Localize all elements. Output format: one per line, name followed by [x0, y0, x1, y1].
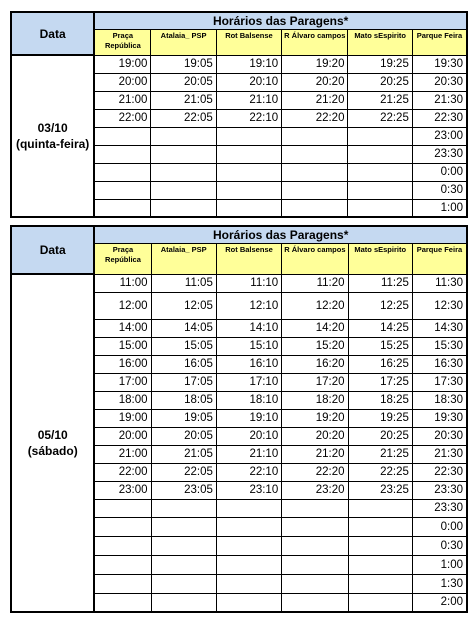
time-cell: [151, 517, 216, 536]
time-cell: 20:00: [94, 427, 151, 445]
date-cell: [11, 55, 94, 217]
date-label: 05/10: [37, 428, 68, 442]
time-cell: 19:25: [348, 409, 412, 427]
time-cell: 17:00: [94, 373, 151, 391]
time-cell: 21:10: [216, 91, 281, 109]
time-cell: 0:00: [412, 517, 467, 536]
time-cell: 15:30: [412, 337, 467, 355]
time-cell: 11:00: [94, 274, 151, 292]
time-cell: [282, 127, 348, 145]
time-cell: [282, 199, 348, 217]
time-cell: 22:10: [216, 109, 281, 127]
time-cell: 15:00: [94, 337, 151, 355]
time-cell: [216, 593, 281, 612]
time-cell: [151, 127, 216, 145]
time-cell: 21:25: [348, 445, 412, 463]
time-cell: [94, 555, 151, 574]
stop-header: Parque Feira: [412, 29, 467, 55]
stop-header: R Álvaro campos: [282, 243, 348, 274]
time-cell: 12:05: [151, 292, 216, 319]
time-cell: 11:05: [151, 274, 216, 292]
time-cell: [151, 145, 216, 163]
time-cell: 15:05: [151, 337, 216, 355]
time-cell: 22:25: [348, 463, 412, 481]
time-cell: [151, 536, 216, 555]
time-cell: 11:20: [282, 274, 348, 292]
time-cell: 16:00: [94, 355, 151, 373]
time-cell: 2:00: [412, 593, 467, 612]
schedule-table-thursday: [10, 11, 468, 218]
date-label: 03/10: [37, 121, 68, 135]
time-cell: 12:10: [216, 292, 281, 319]
time-cell: 21:00: [94, 445, 151, 463]
data-column-header: Data: [11, 226, 94, 274]
data-column-header: Data: [11, 12, 94, 55]
time-cell: 22:30: [412, 109, 467, 127]
time-cell: [282, 145, 348, 163]
time-cell: [94, 574, 151, 593]
time-cell: 0:30: [412, 536, 467, 555]
time-cell: 23:10: [216, 481, 281, 499]
time-cell: 20:05: [151, 427, 216, 445]
time-cell: [282, 555, 348, 574]
time-cell: [151, 593, 216, 612]
time-cell: 18:10: [216, 391, 281, 409]
time-cell: 21:00: [94, 91, 151, 109]
time-cell: [282, 499, 348, 517]
time-cell: 22:20: [282, 463, 348, 481]
time-cell: 12:30: [412, 292, 467, 319]
time-cell: [151, 181, 216, 199]
time-cell: 15:10: [216, 337, 281, 355]
time-cell: [282, 574, 348, 593]
schedule-title: Horários das Paragens*: [94, 226, 467, 243]
time-cell: [94, 536, 151, 555]
time-cell: 17:30: [412, 373, 467, 391]
time-cell: 22:20: [282, 109, 348, 127]
time-cell: 18:25: [348, 391, 412, 409]
time-cell: 23:00: [412, 127, 467, 145]
time-cell: 23:30: [412, 499, 467, 517]
time-cell: [216, 517, 281, 536]
stop-header: Mato sEspirito: [348, 29, 412, 55]
time-cell: 22:30: [412, 463, 467, 481]
time-cell: 19:20: [282, 409, 348, 427]
time-cell: 19:30: [412, 55, 467, 73]
weekday-label: (quinta-feira): [15, 137, 90, 151]
time-cell: 19:10: [216, 55, 281, 73]
time-cell: 1:30: [412, 574, 467, 593]
time-cell: 14:00: [94, 319, 151, 337]
time-cell: 16:20: [282, 355, 348, 373]
time-cell: 23:05: [151, 481, 216, 499]
time-cell: 19:25: [348, 55, 412, 73]
time-cell: [151, 499, 216, 517]
time-cell: 19:00: [94, 55, 151, 73]
time-cell: [282, 517, 348, 536]
time-cell: [348, 536, 412, 555]
time-cell: 22:00: [94, 463, 151, 481]
time-cell: 23:30: [412, 481, 467, 499]
time-cell: [94, 127, 151, 145]
time-cell: [348, 199, 412, 217]
time-cell: 0:00: [412, 163, 467, 181]
time-cell: [216, 199, 281, 217]
time-cell: [348, 145, 412, 163]
time-cell: 1:00: [412, 555, 467, 574]
time-cell: [151, 163, 216, 181]
time-cell: 16:05: [151, 355, 216, 373]
time-cell: 19:10: [216, 409, 281, 427]
time-cell: 23:20: [282, 481, 348, 499]
schedule-table-saturday: [10, 225, 468, 613]
time-cell: 14:30: [412, 319, 467, 337]
time-cell: [216, 536, 281, 555]
time-cell: [282, 536, 348, 555]
time-cell: [216, 163, 281, 181]
time-cell: [151, 574, 216, 593]
time-cell: 19:30: [412, 409, 467, 427]
table-row: [11, 55, 467, 73]
time-cell: 16:30: [412, 355, 467, 373]
time-cell: 15:25: [348, 337, 412, 355]
time-cell: 20:10: [216, 427, 281, 445]
time-cell: 21:20: [282, 445, 348, 463]
time-cell: 21:10: [216, 445, 281, 463]
time-cell: 19:05: [151, 55, 216, 73]
time-cell: 16:10: [216, 355, 281, 373]
time-cell: 12:00: [94, 292, 151, 319]
time-cell: 20:20: [282, 73, 348, 91]
time-cell: 21:30: [412, 91, 467, 109]
time-cell: 20:25: [348, 73, 412, 91]
time-cell: [216, 555, 281, 574]
time-cell: 14:10: [216, 319, 281, 337]
time-cell: 21:25: [348, 91, 412, 109]
time-cell: 22:10: [216, 463, 281, 481]
time-cell: [151, 555, 216, 574]
time-cell: 21:20: [282, 91, 348, 109]
time-cell: 15:20: [282, 337, 348, 355]
time-cell: 20:25: [348, 427, 412, 445]
time-cell: 17:05: [151, 373, 216, 391]
time-cell: 18:20: [282, 391, 348, 409]
time-cell: [94, 199, 151, 217]
time-cell: [216, 499, 281, 517]
time-cell: [151, 199, 216, 217]
time-cell: [348, 163, 412, 181]
stop-header: Rot Balsense: [216, 243, 281, 274]
time-cell: [216, 574, 281, 593]
time-cell: 12:25: [348, 292, 412, 319]
time-cell: [216, 145, 281, 163]
time-cell: [348, 593, 412, 612]
time-cell: 22:00: [94, 109, 151, 127]
time-cell: [348, 574, 412, 593]
time-cell: [282, 181, 348, 199]
time-cell: 21:05: [151, 91, 216, 109]
time-cell: [216, 181, 281, 199]
time-cell: 14:20: [282, 319, 348, 337]
time-cell: [94, 517, 151, 536]
time-cell: 14:05: [151, 319, 216, 337]
time-cell: 12:20: [282, 292, 348, 319]
time-cell: 14:25: [348, 319, 412, 337]
stop-header: Parque Feira: [412, 243, 467, 274]
weekday-label: (sábado): [27, 444, 78, 458]
time-cell: [348, 555, 412, 574]
table-row: [11, 274, 467, 292]
stop-header: R Álvaro campos: [282, 29, 348, 55]
time-cell: 19:20: [282, 55, 348, 73]
time-cell: 20:05: [151, 73, 216, 91]
time-cell: 18:30: [412, 391, 467, 409]
time-cell: 20:00: [94, 73, 151, 91]
time-cell: 11:30: [412, 274, 467, 292]
time-cell: 16:25: [348, 355, 412, 373]
time-cell: [94, 145, 151, 163]
time-cell: 17:10: [216, 373, 281, 391]
time-cell: [216, 127, 281, 145]
time-cell: [94, 181, 151, 199]
time-cell: 20:30: [412, 73, 467, 91]
date-cell: [11, 274, 94, 612]
time-cell: 11:10: [216, 274, 281, 292]
time-cell: 19:00: [94, 409, 151, 427]
time-cell: 18:05: [151, 391, 216, 409]
stop-header: Rot Balsense: [216, 29, 281, 55]
time-cell: 22:25: [348, 109, 412, 127]
time-cell: 18:00: [94, 391, 151, 409]
time-cell: 20:30: [412, 427, 467, 445]
time-cell: 11:25: [348, 274, 412, 292]
time-cell: 1:00: [412, 199, 467, 217]
time-cell: 17:20: [282, 373, 348, 391]
time-cell: [348, 181, 412, 199]
time-cell: 22:05: [151, 463, 216, 481]
time-cell: 23:25: [348, 481, 412, 499]
time-cell: 20:20: [282, 427, 348, 445]
time-cell: 19:05: [151, 409, 216, 427]
stop-header: Atalaia_ PSP: [151, 29, 216, 55]
time-cell: [348, 127, 412, 145]
time-cell: 23:30: [412, 145, 467, 163]
time-cell: [282, 163, 348, 181]
schedule-title: Horários das Paragens*: [94, 12, 467, 29]
stop-header: Praça República: [94, 243, 151, 274]
stop-header: Mato sEspirito: [348, 243, 412, 274]
time-cell: 20:10: [216, 73, 281, 91]
time-cell: 17:25: [348, 373, 412, 391]
time-cell: [282, 593, 348, 612]
time-cell: 21:30: [412, 445, 467, 463]
stop-header: Praça República: [94, 29, 151, 55]
stop-header: Atalaia_ PSP: [151, 243, 216, 274]
time-cell: 23:00: [94, 481, 151, 499]
time-cell: [94, 499, 151, 517]
time-cell: 21:05: [151, 445, 216, 463]
time-cell: 22:05: [151, 109, 216, 127]
time-cell: [94, 593, 151, 612]
time-cell: 0:30: [412, 181, 467, 199]
time-cell: [348, 517, 412, 536]
time-cell: [94, 163, 151, 181]
time-cell: [348, 499, 412, 517]
